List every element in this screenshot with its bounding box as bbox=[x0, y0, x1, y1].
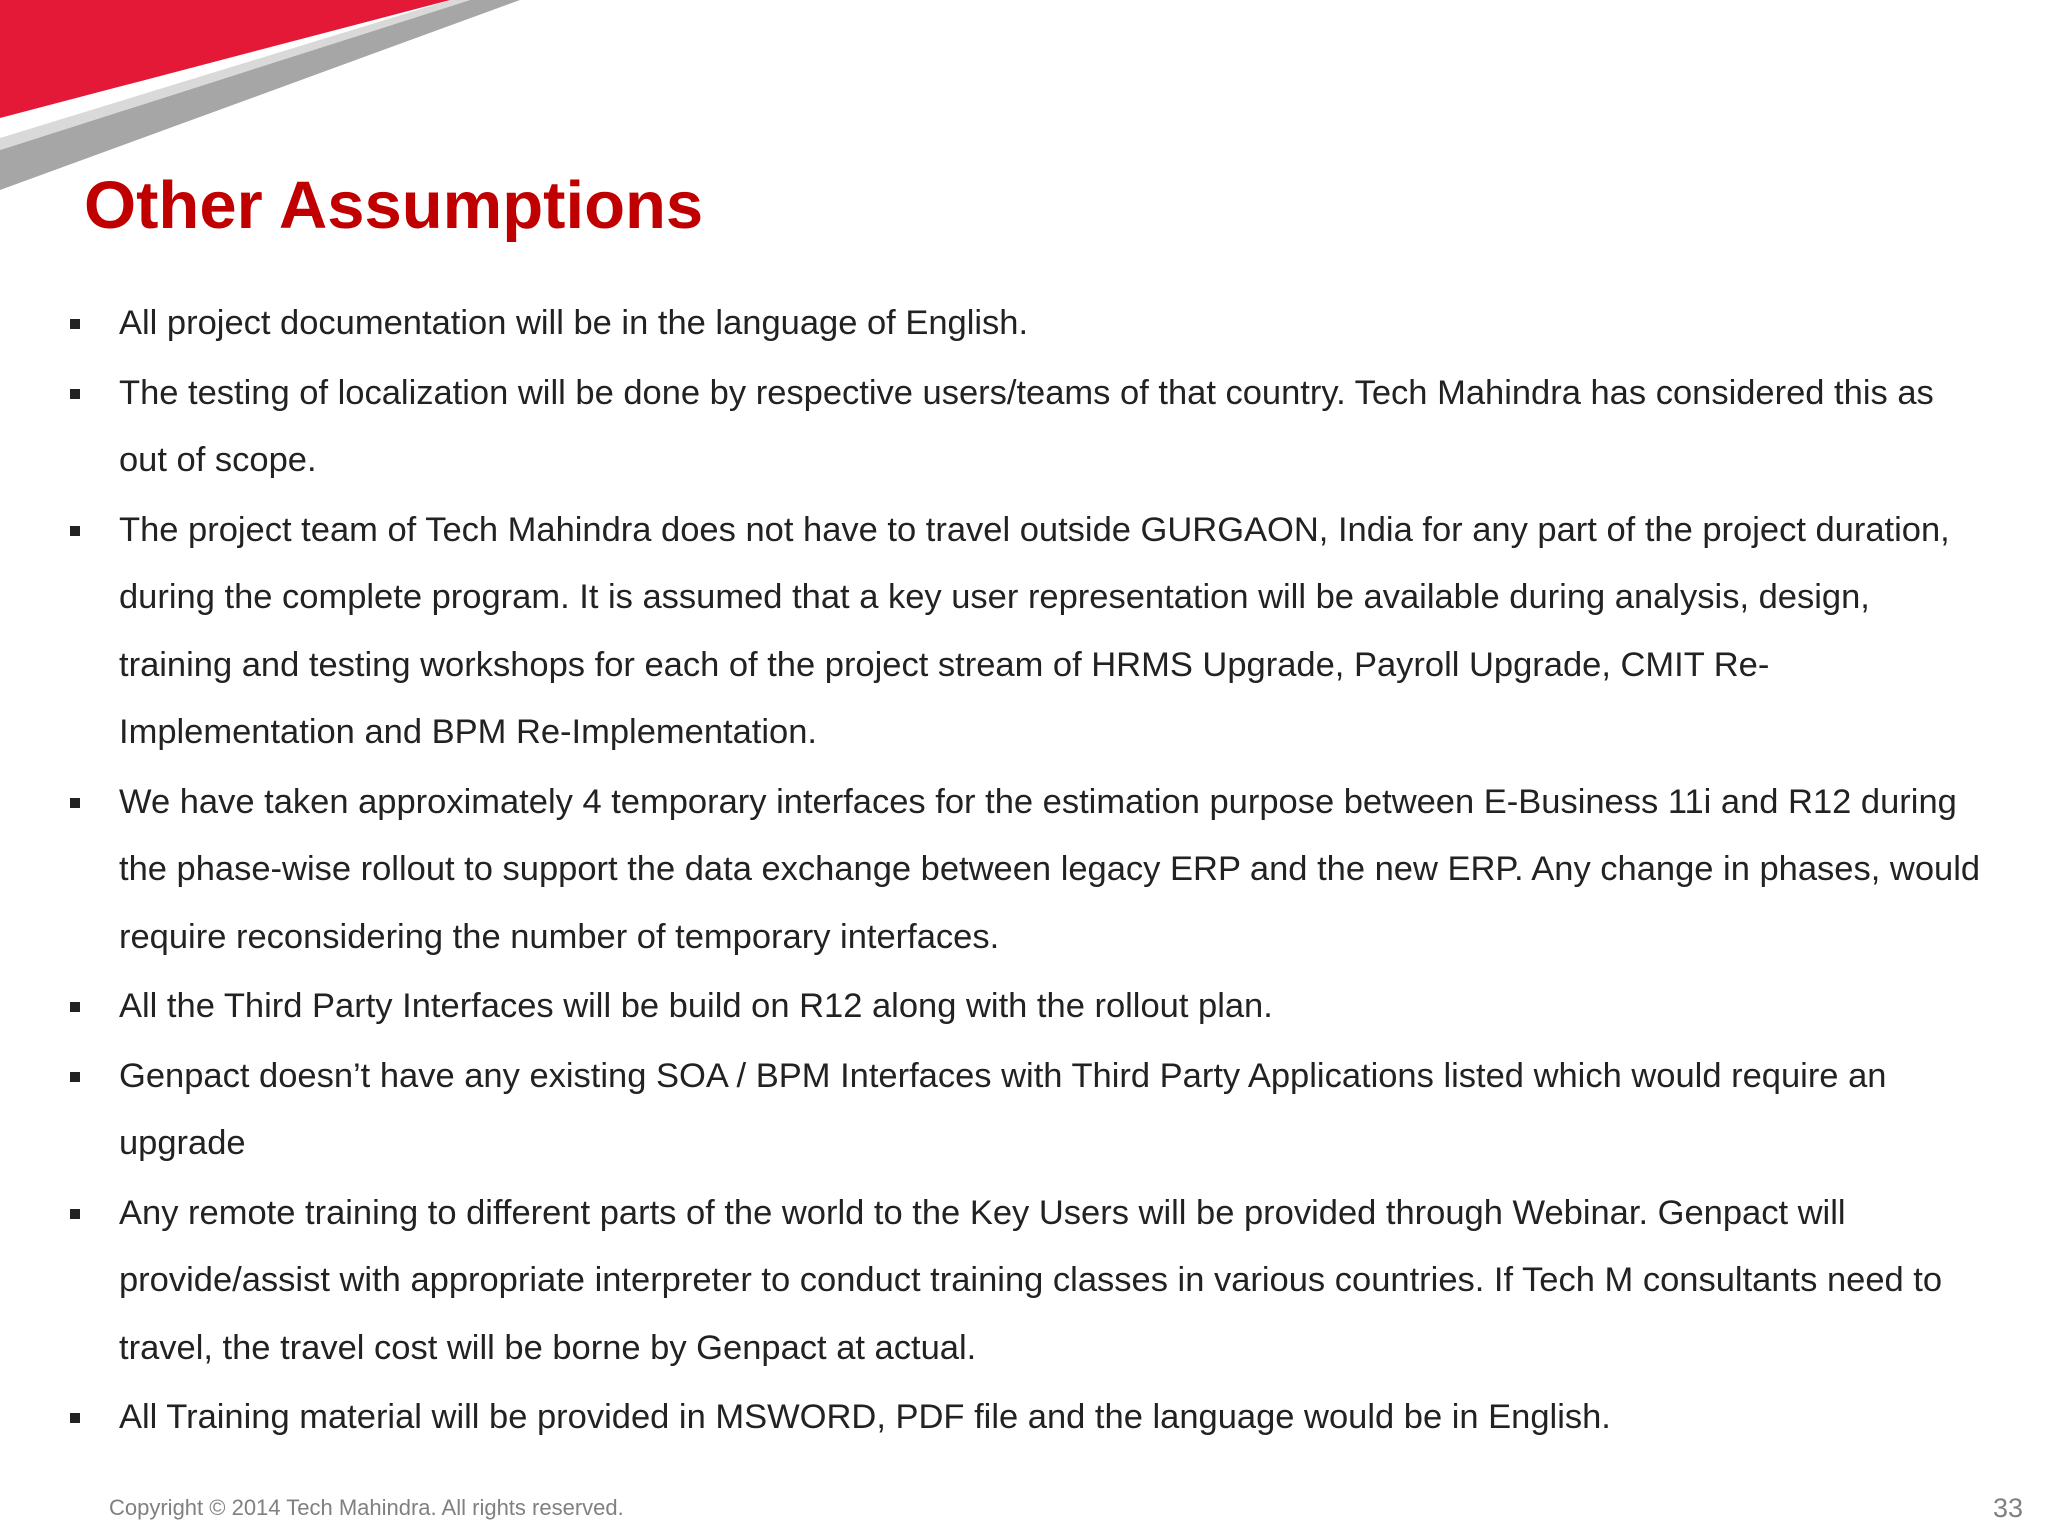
list-item bbox=[70, 769, 1990, 972]
assumptions-list bbox=[70, 290, 1990, 1454]
corner-swoosh-graphic bbox=[0, 0, 520, 190]
square-bullet-icon bbox=[70, 798, 80, 808]
list-item bbox=[70, 290, 1990, 358]
list-item-text: The project team of Tech Mahindra does not have to travel outside GURGAON, India for any part of the project duration, during the complete program. It is assumed that a key user representation will be available during analysis, design, training and testing workshops for each of the project stream of HRMS Upgrade, Payroll Upgrade, CMIT Re-Implementation and BPM Re-Implementation. bbox=[119, 510, 1950, 751]
list-item-text: Genpact doesn’t have any existing SOA / BPM Interfaces with Third Party Applications listed which would require an upgrade bbox=[119, 1056, 1887, 1162]
square-bullet-icon bbox=[70, 1072, 80, 1082]
list-item-text: All Training material will be provided in MSWORD, PDF file and the language would be in English. bbox=[119, 1398, 1611, 1436]
square-bullet-icon bbox=[70, 1413, 80, 1423]
slide-title: Other Assumptions bbox=[84, 168, 704, 243]
square-bullet-icon bbox=[70, 526, 80, 536]
list-item bbox=[70, 1180, 1990, 1383]
square-bullet-icon bbox=[70, 1209, 80, 1219]
list-item bbox=[70, 497, 1990, 767]
list-item-text: All project documentation will be in the language of English. bbox=[119, 304, 1029, 342]
list-item bbox=[70, 973, 1990, 1041]
list-item-text: Any remote training to different parts of the world to the Key Users will be provided through Webinar. Genpact will provide/assist with appropriate interpreter to conduct training classes in various countries. If Tech M consultants need to travel, the travel cost will be borne by Genpact at actual. bbox=[119, 1193, 1943, 1367]
list-item bbox=[70, 1384, 1990, 1452]
square-bullet-icon bbox=[70, 389, 80, 399]
square-bullet-icon bbox=[70, 1002, 80, 1012]
list-item-text: The testing of localization will be done by respective users/teams of that country. Tech Mahindra has considered this as out of scope. bbox=[119, 373, 1934, 479]
list-item-text: All the Third Party Interfaces will be build on R12 along with the rollout plan. bbox=[119, 987, 1273, 1025]
copyright-notice: Copyright © 2014 Tech Mahindra. All rights reserved. bbox=[109, 1495, 624, 1520]
page-number: 33 bbox=[1992, 1493, 2023, 1523]
list-item-text: We have taken approximately 4 temporary interfaces for the estimation purpose between E-Business 11i and R12 during the phase-wise rollout to support the data exchange between legacy ERP and the new ERP. Any change in phases, would require reconsidering the number of temporary interfaces. bbox=[119, 782, 1981, 956]
square-bullet-icon bbox=[70, 319, 80, 329]
list-item bbox=[70, 1043, 1990, 1178]
list-item bbox=[70, 360, 1990, 495]
